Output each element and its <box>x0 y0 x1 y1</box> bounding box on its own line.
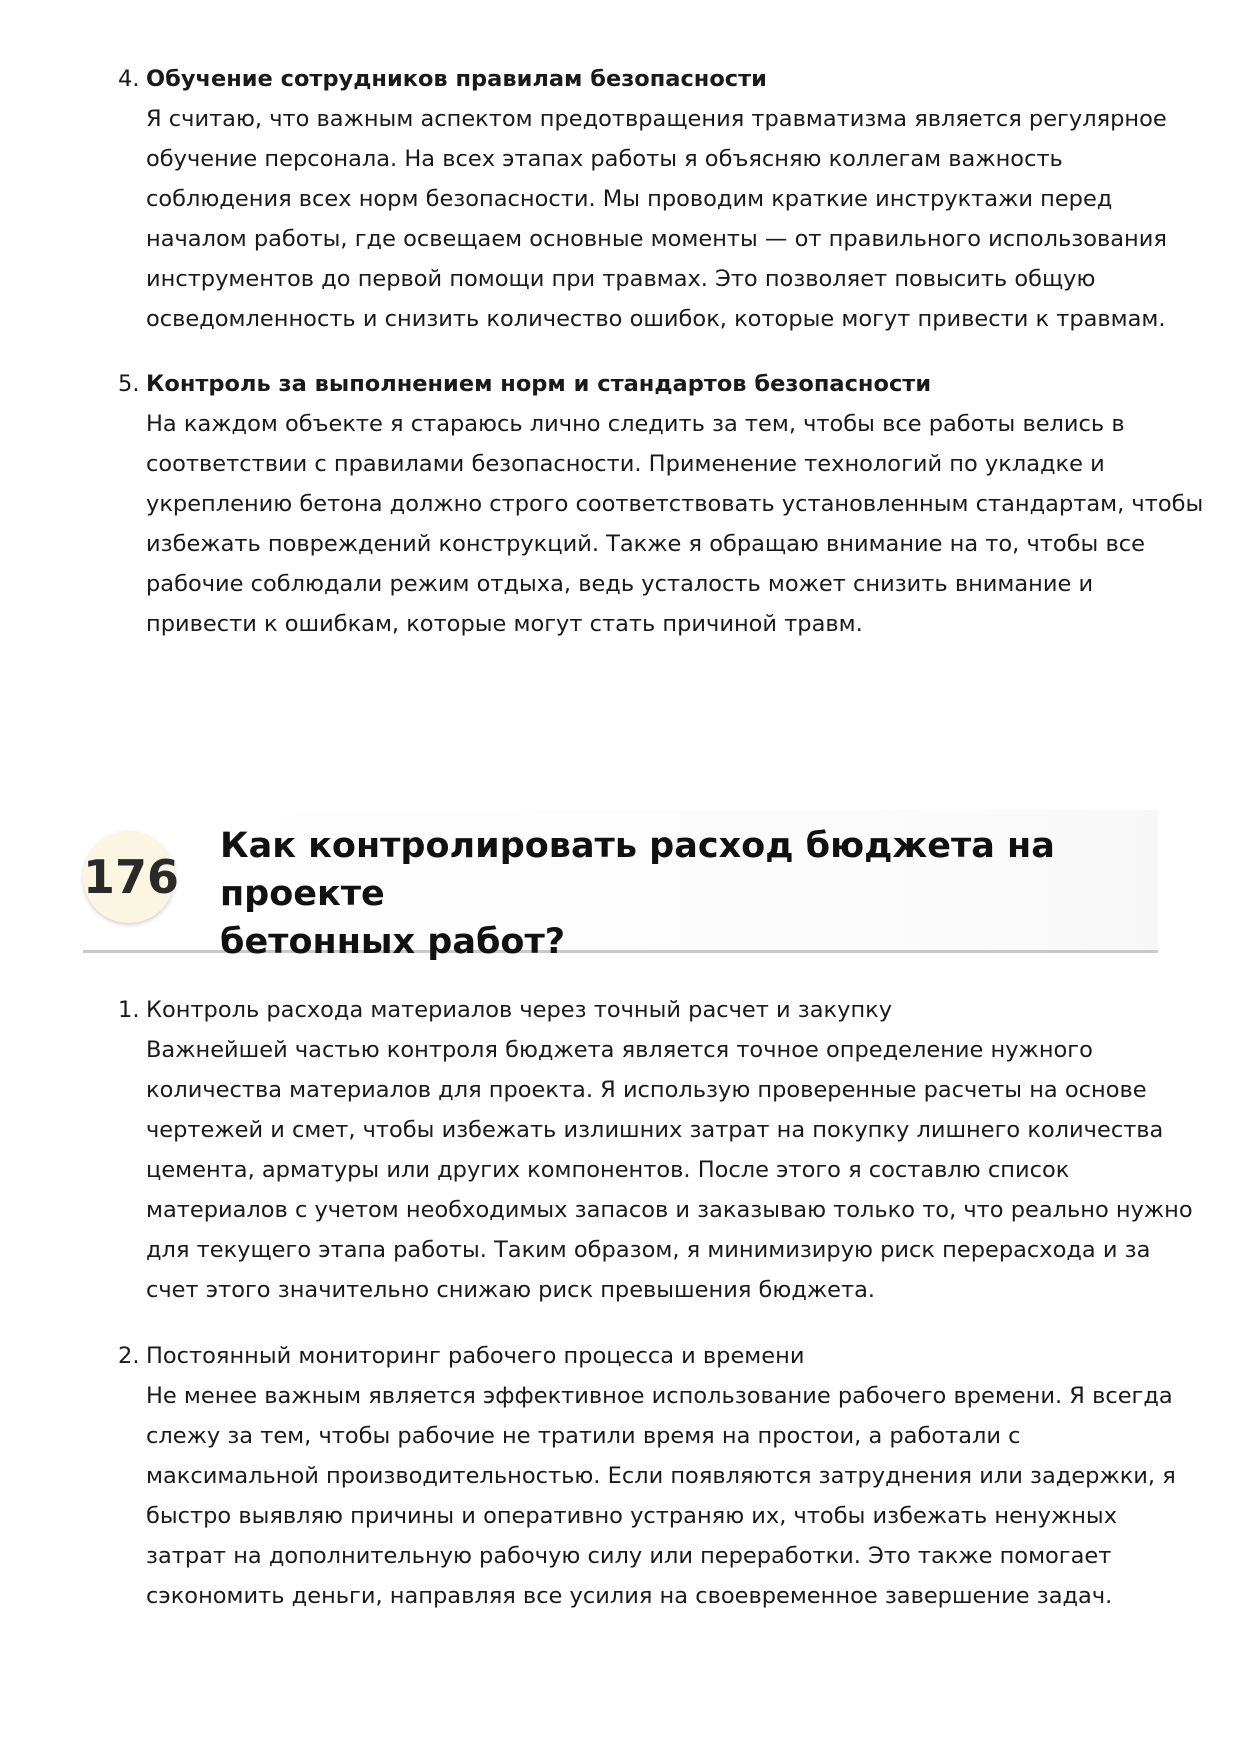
section-title <box>220 822 1155 966</box>
body-line: количества материалов для проекта. Я использую проверенные расчеты на основе <box>146 1077 1147 1103</box>
list-item-number: 4. <box>118 66 140 92</box>
list-item-title: Обучение сотрудников правилам безопасности <box>146 66 767 92</box>
list-item <box>118 990 1193 1310</box>
list-item-number: 1. <box>118 997 140 1023</box>
body-line: чертежей и смет, чтобы избежать излишних затрат на покупку лишнего количества <box>146 1117 1164 1143</box>
body-line: соблюдения всех норм безопасности. Мы проводим краткие инструктажи перед <box>146 186 1113 212</box>
list-item <box>118 364 1204 644</box>
body-line: затрат на дополнительную рабочую силу или переработки. Это также помогает <box>146 1543 1112 1569</box>
list-item-body <box>146 1030 1193 1310</box>
body-line: Не менее важным является эффективное использование рабочего времени. Я всегда <box>146 1383 1173 1409</box>
body-line: Я считаю, что важным аспектом предотвращения травматизма является регулярное <box>146 106 1167 132</box>
body-line: осведомленность и снизить количество ошибок, которые могут привести к травмам. <box>146 306 1166 332</box>
body-line: соответствии с правилами безопасности. Применение технологий по укладке и <box>146 451 1105 477</box>
body-line: обучение персонала. На всех этапах работы я объясняю коллегам важность <box>146 146 1063 172</box>
body-line: максимальной производительностью. Если появляются затруднения или задержки, я <box>146 1463 1176 1489</box>
body-line: привести к ошибкам, которые могут стать причиной травм. <box>146 611 863 637</box>
list-item-number: 2. <box>118 1343 140 1369</box>
section-title-line: Как контролировать расход бюджета на проекте <box>220 826 1055 914</box>
body-line: слежу за тем, чтобы рабочие не тратили время на простои, а работали с <box>146 1423 1021 1449</box>
section-header <box>83 810 1158 962</box>
body-line: Важнейшей частью контроля бюджета является точное определение нужного <box>146 1037 1093 1063</box>
question-number: 176 <box>83 850 180 904</box>
body-line: рабочие соблюдали режим отдыха, ведь усталость может снизить внимание и <box>146 571 1094 597</box>
section-title-line: бетонных работ? <box>220 922 566 962</box>
list-item <box>118 1336 1176 1616</box>
list-item-number: 5. <box>118 371 140 397</box>
body-line: быстро выявляю причины и оперативно устраняю их, чтобы избежать ненужных <box>146 1503 1118 1529</box>
body-line: началом работы, где освещаем основные моменты — от правильного использования <box>146 226 1167 252</box>
body-line: цемента, арматуры или других компонентов. После этого я составлю список <box>146 1157 1070 1183</box>
body-line: сэкономить деньги, направляя все усилия на своевременное завершение задач. <box>146 1583 1113 1609</box>
body-line: для текущего этапа работы. Таким образом, я минимизирую риск перерасхода и за <box>146 1237 1151 1263</box>
body-line: На каждом объекте я стараюсь лично следить за тем, чтобы все работы велись в <box>146 411 1125 437</box>
list-item-body <box>146 1376 1176 1616</box>
list-item-title: Контроль за выполнением норм и стандартов безопасности <box>146 371 932 397</box>
list-item <box>118 59 1167 339</box>
body-line: счет этого значительно снижаю риск превышения бюджета. <box>146 1277 876 1303</box>
list-item-title: Постоянный мониторинг рабочего процесса и времени <box>146 1343 805 1369</box>
list-item-body <box>146 404 1204 644</box>
body-line: материалов с учетом необходимых запасов и заказываю только то, что реально нужно <box>146 1197 1193 1223</box>
question-number-badge <box>83 831 180 923</box>
list-item-title: Контроль расхода материалов через точный расчет и закупку <box>146 997 893 1023</box>
body-line: инструментов до первой помощи при травмах. Это позволяет повысить общую <box>146 266 1096 292</box>
body-line: укреплению бетона должно строго соответствовать установленным стандартам, чтобы <box>146 491 1204 517</box>
list-item-body <box>146 99 1167 339</box>
body-line: избежать повреждений конструкций. Также я обращаю внимание на то, чтобы все <box>146 531 1145 557</box>
